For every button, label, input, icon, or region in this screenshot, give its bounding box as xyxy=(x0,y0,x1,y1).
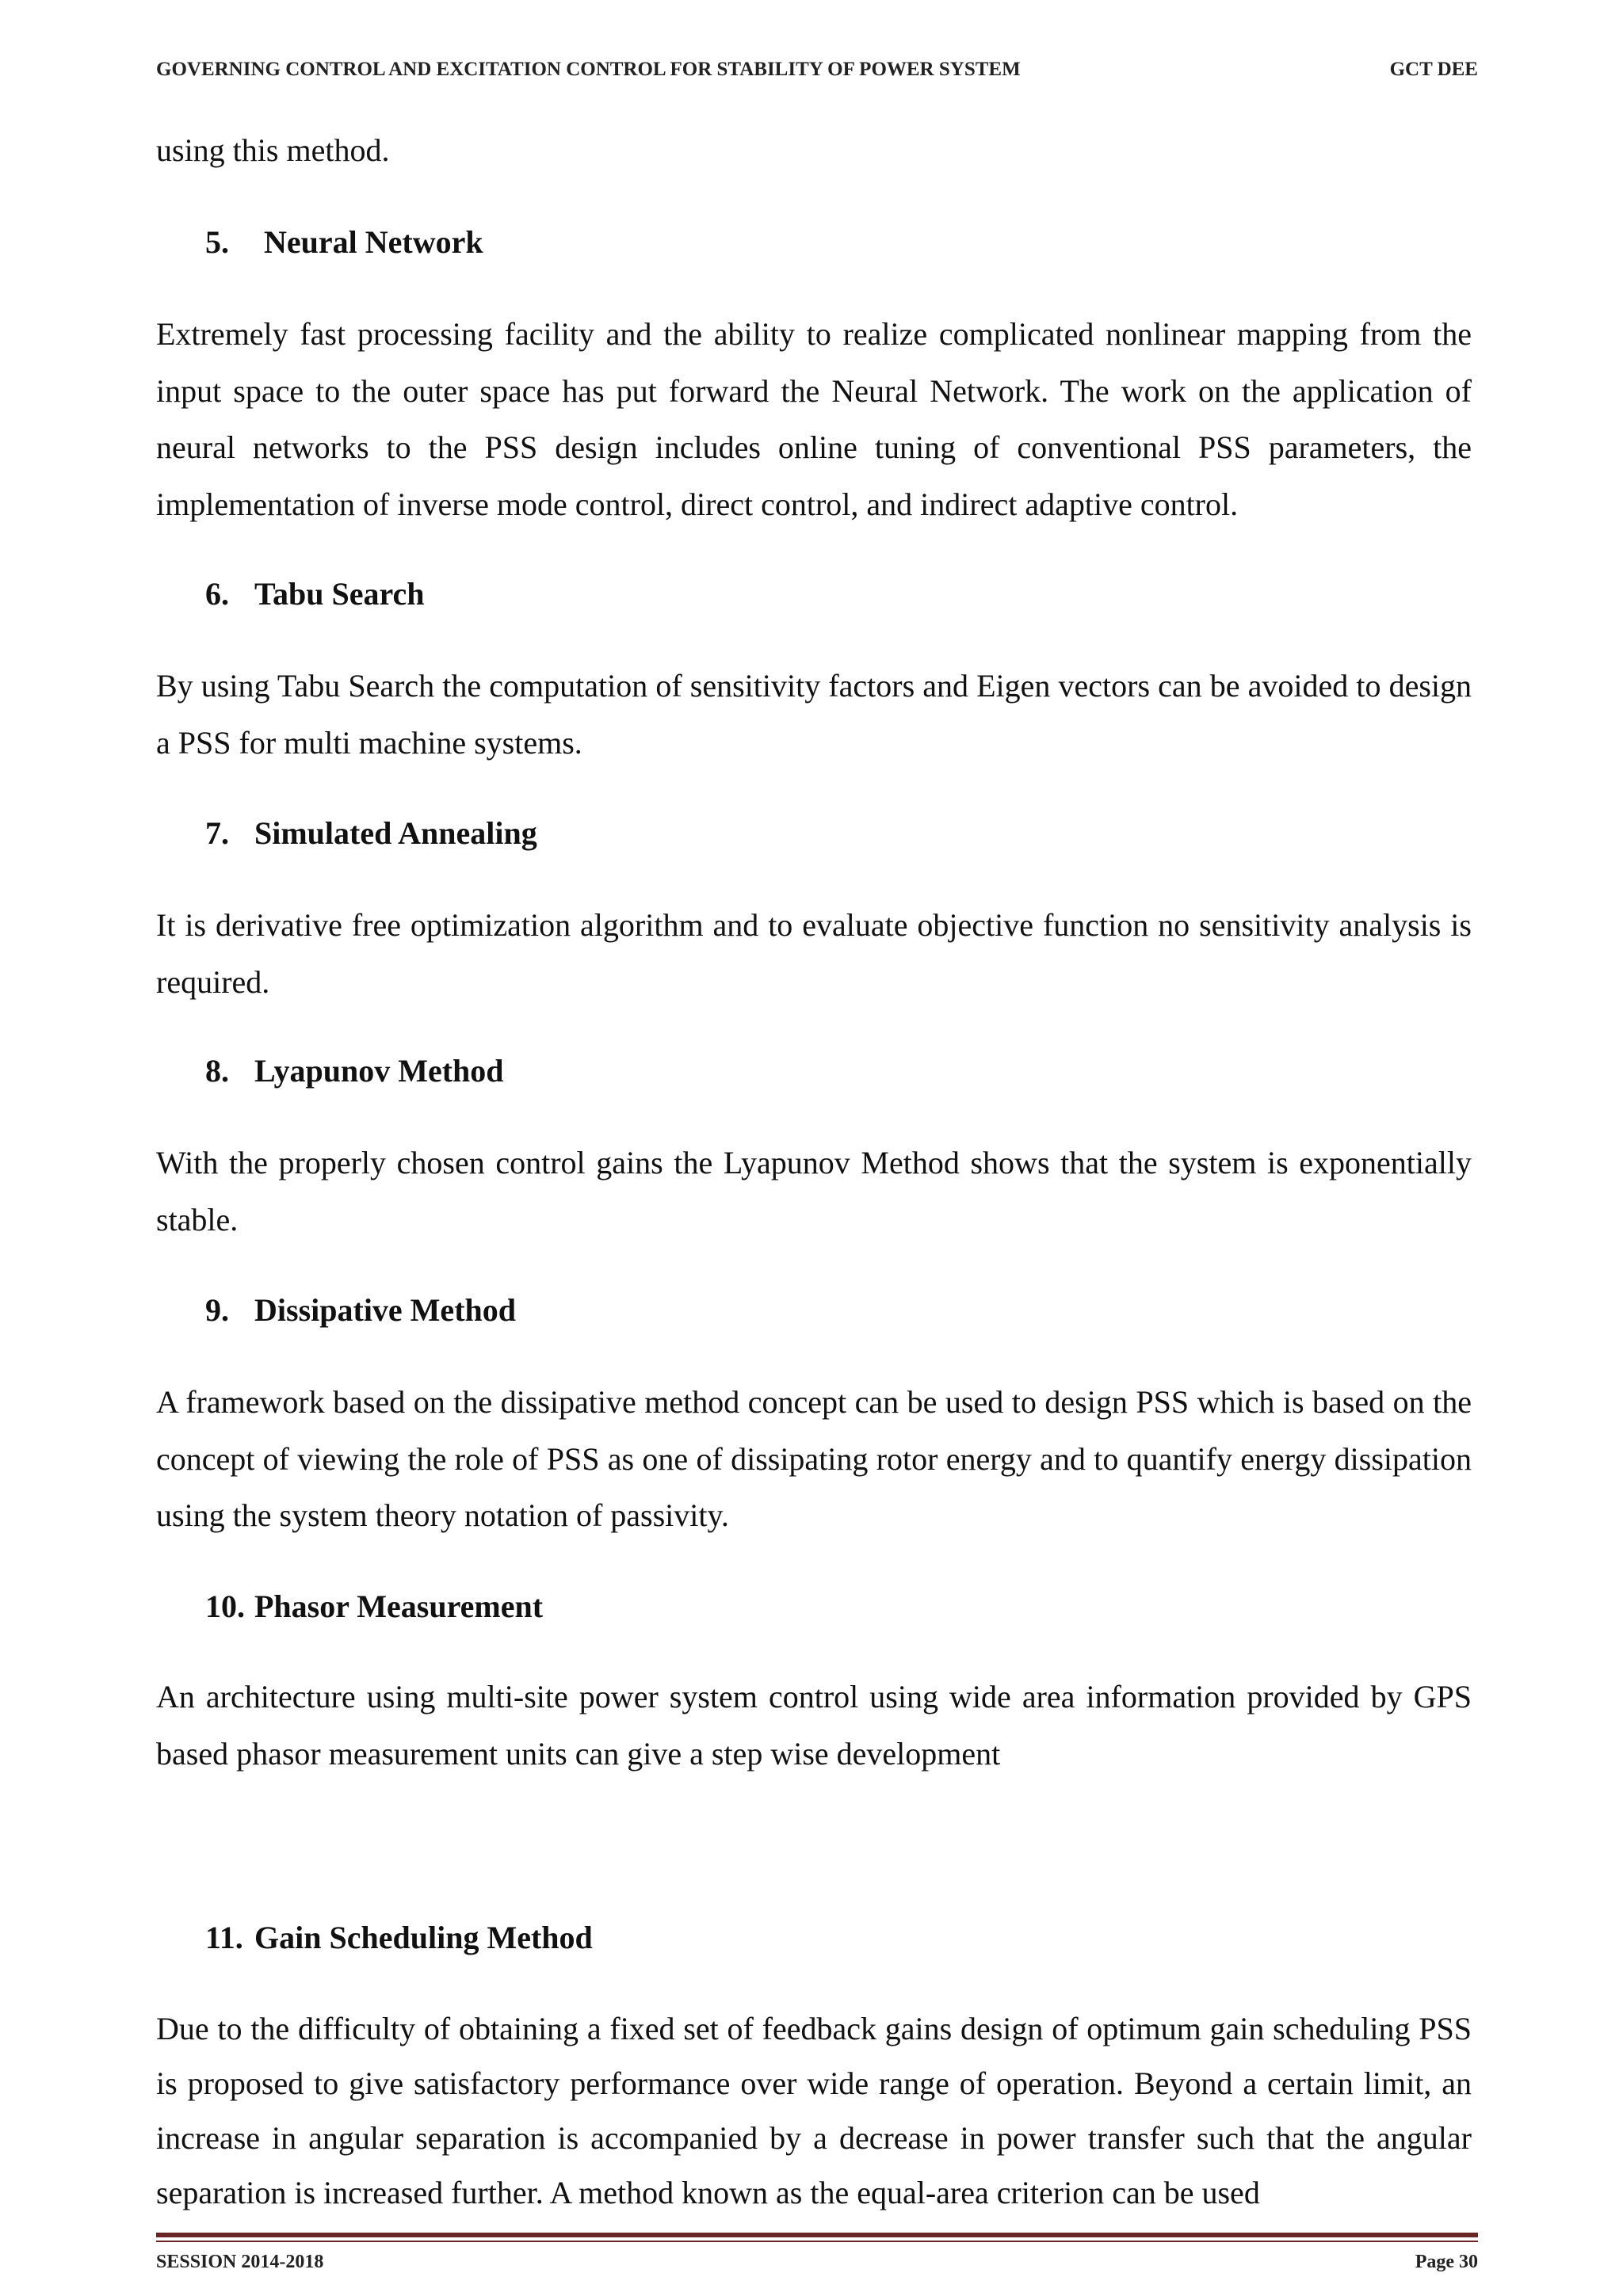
section-number: 10. xyxy=(205,1589,245,1624)
section-heading-tabu-search xyxy=(205,566,425,623)
section-title: Gain Scheduling Method xyxy=(254,1920,593,1955)
header-dept: GCT DEE xyxy=(1389,59,1478,80)
section-title: Lyapunov Method xyxy=(254,1053,504,1089)
section-body-phasor-measurement: An architecture using multi-site power system control using wide area information provided by GPS based phasor measurement units can give a step wise development xyxy=(156,1679,1472,1772)
section-number: 11. xyxy=(205,1920,243,1955)
section-heading-neural-network xyxy=(205,214,483,271)
footer-session: SESSION 2014-2018 xyxy=(156,2252,324,2272)
section-heading-lyapunov-method xyxy=(205,1043,504,1100)
section-number: 8. xyxy=(205,1053,229,1089)
section-number: 9. xyxy=(205,1292,229,1328)
footer-divider-thin xyxy=(156,2241,1478,2242)
section-title: Phasor Measurement xyxy=(254,1589,544,1624)
section-body-gain-scheduling: Due to the difficulty of obtaining a fixed set of feedback gains design of optimum gain scheduling PSS is proposed to give satisfactory performance over wide range of operation. Beyond a certain limit, an increase in angular separation is accompanied by a decrease in power transfer such that the angular separation is increased further. A method known as the equal-area criterion can be used xyxy=(156,2011,1472,2210)
section-body-neural-network: Extremely fast processing facility and the ability to realize complicated nonlinear mapping from the input space to the outer space has put forward the Neural Network. The work on the application of neural networks to the PSS design includes online tuning of conventional PSS parameters, the implementation of inverse mode control, direct control, and indirect adaptive control. xyxy=(156,316,1472,522)
page-footer xyxy=(156,2252,1478,2273)
section-number: 5. xyxy=(205,224,229,260)
section-body-dissipative-method: A framework based on the dissipative method concept can be used to design PSS which is based on the concept of viewing the role of PSS as one of dissipating rotor energy and to quantify energy dissipation using the system theory notation of passivity. xyxy=(156,1384,1472,1533)
section-number: 6. xyxy=(205,576,229,612)
section-body-simulated-annealing: It is derivative free optimization algorithm and to evaluate objective function no sensitivity analysis is required. xyxy=(156,907,1472,1000)
section-title: Simulated Annealing xyxy=(254,815,537,851)
section-heading-simulated-annealing xyxy=(205,805,537,862)
section-heading-dissipative-method xyxy=(205,1282,516,1339)
section-heading-gain-scheduling xyxy=(205,1909,593,1966)
section-title: Dissipative Method xyxy=(254,1292,516,1328)
section-number: 7. xyxy=(205,815,229,851)
footer-divider xyxy=(156,2233,1478,2237)
footer-page-number: Page 30 xyxy=(1415,2252,1478,2272)
intro-paragraph: using this method. xyxy=(156,132,390,168)
section-title: Tabu Search xyxy=(254,576,425,612)
section-body-lyapunov-method: With the properly chosen control gains the Lyapunov Method shows that the system is exponentially stable. xyxy=(156,1145,1472,1238)
section-heading-phasor-measurement xyxy=(205,1578,543,1635)
section-body-tabu-search: By using Tabu Search the computation of sensitivity factors and Eigen vectors can be avoided to design a PSS for multi machine systems. xyxy=(156,668,1472,761)
section-title: Neural Network xyxy=(264,224,483,260)
header-title: GOVERNING CONTROL AND EXCITATION CONTROL FOR STABILITY OF POWER SYSTEM xyxy=(156,59,1021,80)
page-header xyxy=(156,59,1478,81)
